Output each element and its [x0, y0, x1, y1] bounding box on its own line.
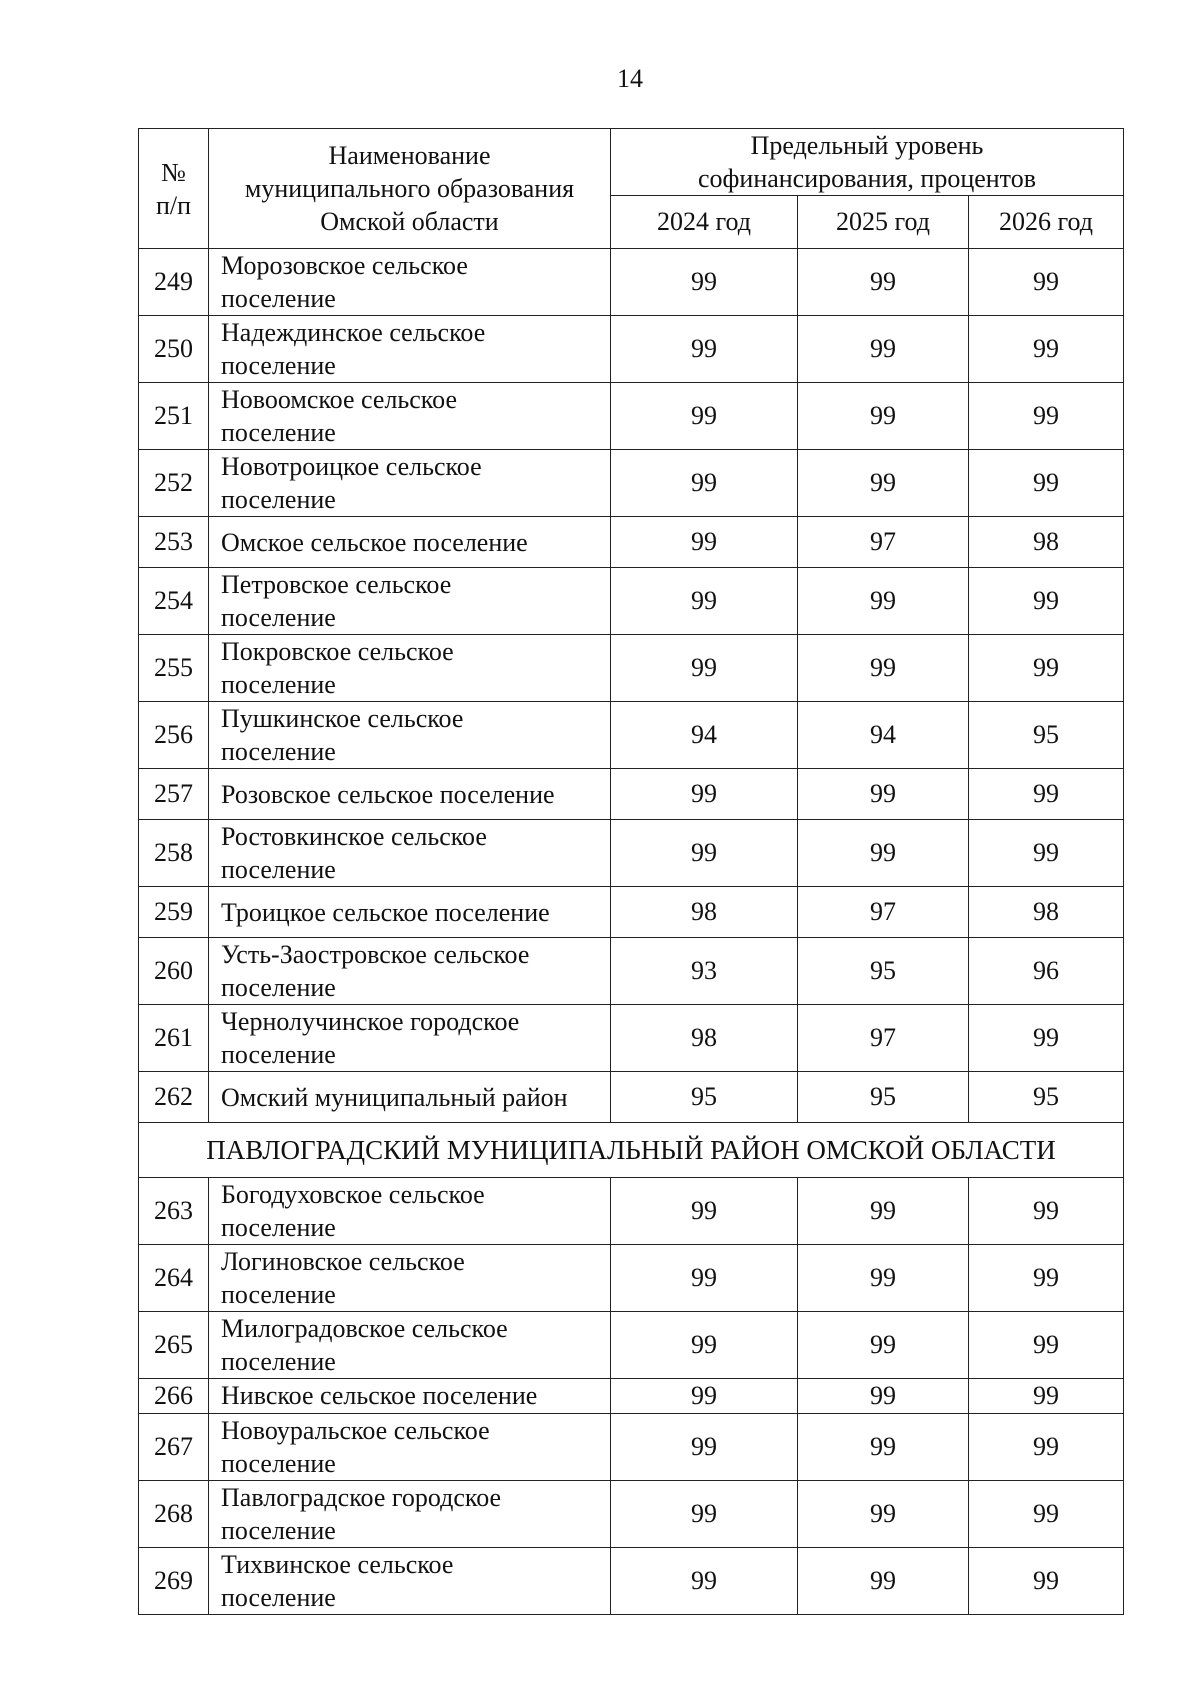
value-2025: 99 — [798, 820, 969, 887]
value-2026: 99 — [969, 1481, 1124, 1548]
municipality-name-line2: поселение — [221, 1449, 336, 1478]
value-2025: 99 — [798, 568, 969, 635]
value-2025: 97 — [798, 517, 969, 568]
page-number: 14 — [617, 64, 643, 93]
municipality-name — [209, 1481, 611, 1548]
table-row — [139, 316, 1124, 383]
row-number: 260 — [139, 938, 209, 1005]
table-row — [139, 1481, 1124, 1548]
value-2024: 99 — [611, 1245, 798, 1312]
municipality-name — [209, 820, 611, 887]
municipality-name-line2: поселение — [221, 670, 336, 699]
value-2025: 97 — [798, 1005, 969, 1072]
section-row-group — [139, 1123, 1124, 1178]
value-2024: 99 — [611, 1178, 798, 1245]
municipality-name-line2: поселение — [221, 1040, 336, 1069]
municipality-name-line2: поселение — [221, 284, 336, 313]
table-row — [139, 938, 1124, 1005]
municipality-name-line2: поселение — [221, 1583, 336, 1612]
row-number: 258 — [139, 820, 209, 887]
municipality-name-line1: Тихвинское сельское — [221, 1550, 454, 1579]
municipality-name-line2: поселение — [221, 485, 336, 514]
value-2025: 94 — [798, 702, 969, 769]
row-number: 259 — [139, 887, 209, 938]
header-number-line2: п/п — [155, 190, 192, 220]
value-2025: 99 — [798, 1414, 969, 1481]
value-2026: 99 — [969, 1414, 1124, 1481]
municipality-name — [209, 249, 611, 316]
municipality-name-line1: Новоуральское сельское — [221, 1416, 490, 1445]
value-2026: 99 — [969, 1245, 1124, 1312]
municipality-name — [209, 1548, 611, 1615]
municipality-name-line1: Логиновское сельское — [221, 1247, 465, 1276]
municipality-name — [209, 1379, 611, 1414]
municipality-name-line1: Морозовское сельское — [221, 251, 468, 280]
row-number: 249 — [139, 249, 209, 316]
row-number: 268 — [139, 1481, 209, 1548]
municipality-name-line1: Покровское сельское — [221, 637, 454, 666]
table-body-omsky — [139, 249, 1124, 1123]
value-2025: 99 — [798, 450, 969, 517]
municipality-name-line2: поселение — [221, 737, 336, 766]
header-name — [209, 129, 611, 249]
table-row — [139, 1312, 1124, 1379]
municipality-name-line1: Омский муниципальный район — [221, 1082, 568, 1112]
municipality-name-line1: Чернолучинское городское — [221, 1007, 520, 1036]
header-name-line1: Наименование — [328, 141, 491, 170]
row-number: 251 — [139, 383, 209, 450]
table-body-pavlogradsky — [139, 1178, 1124, 1615]
value-2025: 95 — [798, 938, 969, 1005]
value-2024: 99 — [611, 1548, 798, 1615]
municipality-name-line1: Петровское сельское — [221, 570, 452, 599]
row-number: 261 — [139, 1005, 209, 1072]
municipality-name — [209, 517, 611, 568]
municipality-name-line2: поселение — [221, 351, 336, 380]
row-number: 256 — [139, 702, 209, 769]
municipality-name-line1: Нивское сельское поселение — [221, 1381, 538, 1410]
municipality-name-line1: Троицкое сельское поселение — [221, 897, 550, 927]
value-2025: 99 — [798, 1379, 969, 1414]
table-header — [139, 129, 1124, 249]
municipality-name-line1: Павлоградское городское — [221, 1483, 502, 1512]
value-2024: 99 — [611, 1312, 798, 1379]
municipality-name-line2: поселение — [221, 418, 336, 447]
header-number-line1: № — [161, 157, 186, 187]
value-2024: 99 — [611, 568, 798, 635]
value-2026: 99 — [969, 450, 1124, 517]
table-row — [139, 383, 1124, 450]
value-2025: 99 — [798, 1178, 969, 1245]
municipality-name — [209, 383, 611, 450]
value-2024: 99 — [611, 450, 798, 517]
header-year-2025: 2025 год — [798, 196, 969, 249]
municipality-name-line2: поселение — [221, 1516, 336, 1545]
municipality-name — [209, 1414, 611, 1481]
value-2024: 94 — [611, 702, 798, 769]
municipality-name — [209, 1005, 611, 1072]
municipality-name-line1: Пушкинское сельское — [221, 704, 464, 733]
header-cofinancing-level — [611, 129, 1124, 196]
table-row — [139, 1005, 1124, 1072]
row-number: 254 — [139, 568, 209, 635]
table-row — [139, 635, 1124, 702]
value-2025: 99 — [798, 249, 969, 316]
value-2025: 97 — [798, 887, 969, 938]
municipality-name — [209, 1245, 611, 1312]
row-number: 269 — [139, 1548, 209, 1615]
value-2026: 99 — [969, 1312, 1124, 1379]
municipality-name-line2: поселение — [221, 1280, 336, 1309]
municipality-name-line2: поселение — [221, 1213, 336, 1242]
table-row — [139, 702, 1124, 769]
table-row — [139, 450, 1124, 517]
municipality-name — [209, 1178, 611, 1245]
table-row — [139, 1379, 1124, 1414]
municipality-name-line2: поселение — [221, 1347, 336, 1376]
value-2026: 99 — [969, 1548, 1124, 1615]
header-number — [139, 129, 209, 249]
row-number: 257 — [139, 769, 209, 820]
row-number: 262 — [139, 1072, 209, 1123]
row-number: 265 — [139, 1312, 209, 1379]
municipality-name — [209, 1072, 611, 1123]
table-row — [139, 568, 1124, 635]
value-2024: 93 — [611, 938, 798, 1005]
row-number: 252 — [139, 450, 209, 517]
value-2026: 99 — [969, 1005, 1124, 1072]
table-row — [139, 1072, 1124, 1123]
row-number: 263 — [139, 1178, 209, 1245]
value-2026: 99 — [969, 1379, 1124, 1414]
value-2026: 99 — [969, 635, 1124, 702]
row-number: 266 — [139, 1379, 209, 1414]
row-number: 253 — [139, 517, 209, 568]
value-2025: 99 — [798, 1312, 969, 1379]
table-row — [139, 769, 1124, 820]
header-year-2026: 2026 год — [969, 196, 1124, 249]
value-2024: 99 — [611, 820, 798, 887]
header-year-2024: 2024 год — [611, 196, 798, 249]
value-2024: 99 — [611, 1379, 798, 1414]
value-2025: 99 — [798, 316, 969, 383]
municipality-name — [209, 887, 611, 938]
value-2024: 99 — [611, 383, 798, 450]
value-2026: 96 — [969, 938, 1124, 1005]
municipality-name-line2: поселение — [221, 855, 336, 884]
municipality-name-line1: Надеждинское сельское — [221, 318, 486, 347]
value-2024: 98 — [611, 1005, 798, 1072]
value-2026: 95 — [969, 1072, 1124, 1123]
header-group-line1: Предельный уровень — [750, 131, 984, 160]
municipality-name-line1: Омское сельское поселение — [221, 527, 528, 557]
value-2024: 99 — [611, 316, 798, 383]
value-2026: 99 — [969, 249, 1124, 316]
municipality-name-line1: Розовское сельское поселение — [221, 779, 555, 809]
table-row — [139, 1178, 1124, 1245]
cofinancing-table — [138, 128, 1124, 1615]
value-2026: 99 — [969, 568, 1124, 635]
value-2024: 99 — [611, 517, 798, 568]
municipality-name — [209, 568, 611, 635]
value-2024: 99 — [611, 769, 798, 820]
municipality-name — [209, 938, 611, 1005]
table-row — [139, 517, 1124, 568]
value-2025: 99 — [798, 1245, 969, 1312]
value-2025: 99 — [798, 1481, 969, 1548]
value-2026: 99 — [969, 316, 1124, 383]
municipality-name-line1: Богодуховское сельское — [221, 1180, 485, 1209]
value-2025: 95 — [798, 1072, 969, 1123]
municipality-name — [209, 769, 611, 820]
value-2025: 99 — [798, 383, 969, 450]
value-2026: 99 — [969, 769, 1124, 820]
value-2024: 98 — [611, 887, 798, 938]
row-number: 255 — [139, 635, 209, 702]
value-2026: 99 — [969, 820, 1124, 887]
value-2026: 98 — [969, 887, 1124, 938]
row-number: 267 — [139, 1414, 209, 1481]
table-row — [139, 887, 1124, 938]
value-2026: 99 — [969, 383, 1124, 450]
municipality-name-line1: Усть-Заостровское сельское — [221, 940, 530, 969]
municipality-name-line2: поселение — [221, 603, 336, 632]
value-2025: 99 — [798, 769, 969, 820]
municipality-name — [209, 702, 611, 769]
municipality-name-line2: поселение — [221, 973, 336, 1002]
value-2026: 98 — [969, 517, 1124, 568]
header-group-line2: софинансирования, процентов — [698, 164, 1036, 193]
value-2026: 95 — [969, 702, 1124, 769]
table-row — [139, 1414, 1124, 1481]
municipality-name — [209, 1312, 611, 1379]
value-2024: 99 — [611, 1414, 798, 1481]
municipality-name-line1: Милоградовское сельское — [221, 1314, 508, 1343]
municipality-name-line1: Новоомское сельское — [221, 385, 457, 414]
section-title: ПАВЛОГРАДСКИЙ МУНИЦИПАЛЬНЫЙ РАЙОН ОМСКОЙ ОБЛАСТИ — [139, 1123, 1124, 1178]
table-row — [139, 249, 1124, 316]
value-2026: 99 — [969, 1178, 1124, 1245]
header-name-line3: Омской области — [320, 207, 499, 236]
value-2024: 99 — [611, 1481, 798, 1548]
municipality-name — [209, 450, 611, 517]
value-2024: 99 — [611, 635, 798, 702]
value-2024: 99 — [611, 249, 798, 316]
row-number: 264 — [139, 1245, 209, 1312]
table-row — [139, 1245, 1124, 1312]
header-name-line2: муниципального образования — [244, 174, 575, 203]
table-row — [139, 820, 1124, 887]
row-number: 250 — [139, 316, 209, 383]
municipality-name — [209, 635, 611, 702]
value-2025: 99 — [798, 1548, 969, 1615]
value-2024: 95 — [611, 1072, 798, 1123]
value-2025: 99 — [798, 635, 969, 702]
municipality-name-line1: Новотроицкое сельское — [221, 452, 482, 481]
municipality-name — [209, 316, 611, 383]
municipality-name-line1: Ростовкинское сельское — [221, 822, 487, 851]
table-row — [139, 1548, 1124, 1615]
